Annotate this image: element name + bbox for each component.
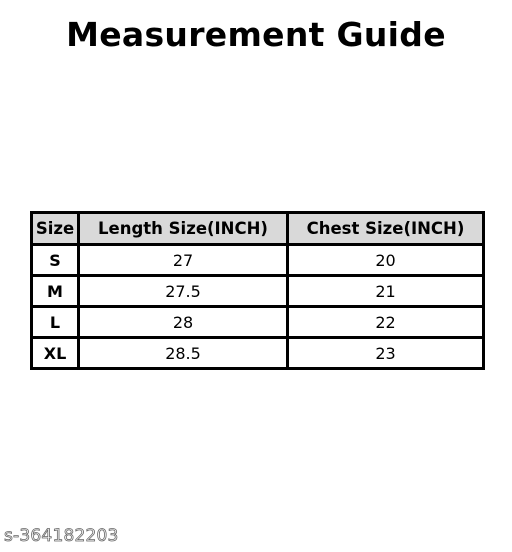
chest-cell: 22 (288, 307, 484, 338)
length-cell: 28 (79, 307, 288, 338)
length-cell: 27.5 (79, 276, 288, 307)
chest-cell: 23 (288, 338, 484, 369)
table-row (32, 307, 484, 338)
column-header-length: Length Size(INCH) (79, 213, 288, 245)
table-header-row (32, 213, 484, 245)
table-row (32, 245, 484, 276)
size-cell: L (32, 307, 79, 338)
watermark-id: s-364182203 (4, 526, 119, 546)
column-header-size: Size (32, 213, 79, 245)
table-row (32, 338, 484, 369)
length-cell: 28.5 (79, 338, 288, 369)
chest-cell: 20 (288, 245, 484, 276)
size-cell: XL (32, 338, 79, 369)
length-cell: 27 (79, 245, 288, 276)
chest-cell: 21 (288, 276, 484, 307)
column-header-chest: Chest Size(INCH) (288, 213, 484, 245)
size-cell: S (32, 245, 79, 276)
size-cell: M (32, 276, 79, 307)
table-row (32, 276, 484, 307)
page-title: Measurement Guide (66, 15, 446, 54)
measurement-table (30, 211, 485, 370)
